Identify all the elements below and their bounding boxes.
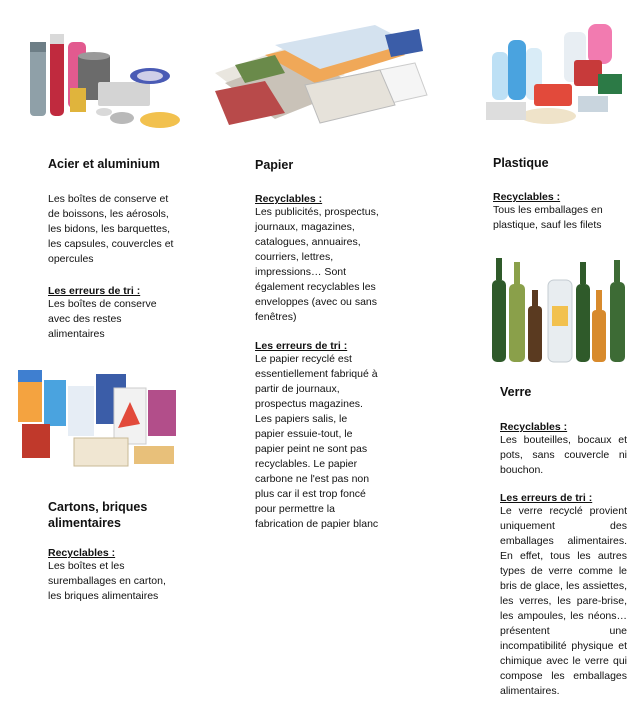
erreurs-block xyxy=(255,340,379,532)
section-title: Plastique xyxy=(493,156,549,170)
carton-packaging-image xyxy=(14,362,186,474)
section-title: Papier xyxy=(255,158,294,172)
erreurs-block xyxy=(48,285,176,342)
erreurs-label: Les erreurs de tri : xyxy=(255,340,348,352)
plastic-packaging-image xyxy=(478,20,628,132)
recyclables-label: Recyclables : xyxy=(493,191,561,203)
section-plastique xyxy=(493,156,625,233)
glass-bottles-image xyxy=(488,256,633,368)
recyclables-label: Recyclables : xyxy=(255,193,323,205)
recyclables-label: Recyclables : xyxy=(48,547,116,559)
recyclables-text: Tous les emballages en plastique, sauf les filets xyxy=(493,204,603,231)
section-papier xyxy=(255,158,379,532)
recyclables-label: Recyclables : xyxy=(500,421,568,433)
recyclables-text: Les boîtes de conserve et de boissons, les aérosols, les bidons, les barquettes, les capsules, couvercles et opercules xyxy=(48,193,174,265)
recyclables-text: Les boîtes et les suremballages en carton, les briques alimentaires xyxy=(48,560,166,602)
recyclables-block xyxy=(500,421,627,478)
erreurs-label: Les erreurs de tri : xyxy=(500,492,593,504)
recyclables-block xyxy=(255,193,379,325)
section-cartons xyxy=(48,499,176,604)
metal-packaging-image xyxy=(22,28,182,136)
section-title: Verre xyxy=(500,385,532,399)
paper-stack-image xyxy=(205,25,430,130)
recyclables-text: Les bouteilles, bocaux et pots, sans couvercle ni bouchon. xyxy=(500,434,627,476)
section-acier xyxy=(48,157,176,342)
recyclables-block xyxy=(493,191,625,233)
erreurs-block xyxy=(500,492,627,699)
erreurs-text: Le verre recyclé provient uniquement des emballages alimentaires. En effet, tous les autres types de verre comme le bris de glace, les assiettes, les verres, les pare-brise, les ampoules, les néons… présentent une incompatibilité physique et chimique avec le verre qui compose les emballages alimentaires. xyxy=(500,505,627,697)
section-title: Acier et aluminium xyxy=(48,157,160,171)
recyclables-block xyxy=(48,547,176,604)
section-verre xyxy=(500,385,627,699)
erreurs-label: Les erreurs de tri : xyxy=(48,285,141,297)
section-title: Cartons, briques alimentaires xyxy=(48,500,148,530)
recyclables-text: Les publicités, prospectus, journaux, magazines, catalogues, annuaires, courriers, lettres, impressions… Sont également recyclables les enveloppes (avec ou sans fenêtres) xyxy=(255,206,379,323)
erreurs-text: Les boîtes de conserve avec des restes alimentaires xyxy=(48,298,157,340)
erreurs-text: Le papier recyclé est essentiellement fabriqué à partir de journaux, prospectus magazines. Les papiers salis, le papier essuie-tout, le papier peint ne sont pas recyclables. Le papier carbone ne l'est pas non plus car il est trop foncé pour permettre la fabrication de papier blanc xyxy=(255,353,379,530)
